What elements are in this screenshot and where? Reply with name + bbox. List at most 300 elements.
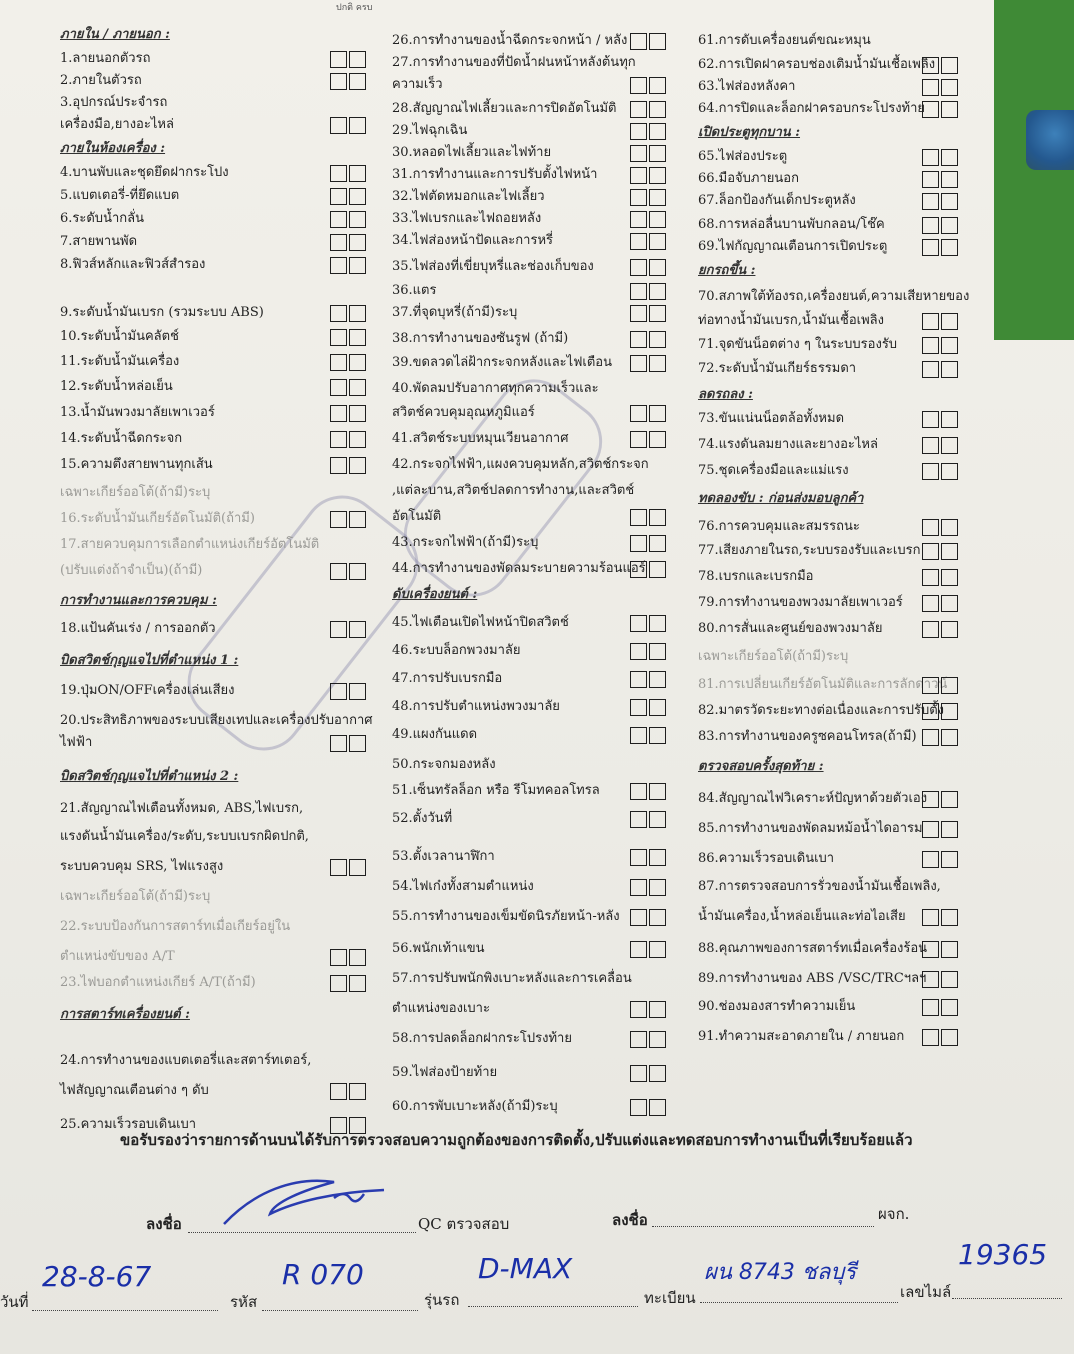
checkbox-pair (922, 1029, 958, 1046)
fix-checkbox[interactable] (649, 101, 666, 118)
fix-checkbox[interactable] (649, 211, 666, 228)
checklist-item-label: 86.ความเร็วรอบเดินเบา (698, 851, 835, 866)
checklist-item-label: 82.มาตรวัดระยะทางต่อเนื่องและการปรับตั้ง (698, 703, 944, 718)
fix-checkbox[interactable] (349, 683, 366, 700)
ok-checkbox[interactable] (630, 1099, 647, 1116)
ok-checkbox[interactable] (330, 431, 347, 448)
ok-checkbox[interactable] (922, 57, 939, 74)
ok-checkbox[interactable] (922, 337, 939, 354)
checklist-item-label: ท่อทางน้ำมันเบรก,น้ำมันเชื้อเพลิง (698, 313, 884, 328)
ok-checkbox[interactable] (330, 51, 347, 68)
ok-checkbox[interactable] (922, 101, 939, 118)
checklist-item-label: 8.ฟิวส์หลักและฟิวส์สำรอง (60, 257, 206, 272)
ok-checkbox[interactable] (922, 463, 939, 480)
fix-checkbox[interactable] (649, 941, 666, 958)
checklist-item-label: 51.เซ็นทรัลล็อก หรือ รีโมทคอลโทรล (392, 783, 600, 798)
fix-checkbox[interactable] (941, 101, 958, 118)
fix-checkbox[interactable] (349, 563, 366, 580)
ok-checkbox[interactable] (630, 77, 647, 94)
fix-checkbox[interactable] (941, 79, 958, 96)
fix-checkbox[interactable] (941, 569, 958, 586)
checklist-item-label: 36.แตร (392, 283, 437, 298)
fix-checkbox[interactable] (649, 535, 666, 552)
fix-checkbox[interactable] (649, 167, 666, 184)
checkbox-pair (630, 879, 666, 896)
fix-checkbox[interactable] (349, 73, 366, 90)
checklist-item-label: 47.การปรับเบรกมือ (392, 671, 503, 686)
fix-checkbox[interactable] (649, 1099, 666, 1116)
checklist-item-label: 85.การทำงานของพัดลมหม้อน้ำไดอารม (698, 821, 923, 836)
fix-checkbox[interactable] (941, 677, 958, 694)
checkbox-pair (922, 79, 958, 96)
fix-checkbox[interactable] (649, 283, 666, 300)
fix-checkbox[interactable] (941, 519, 958, 536)
ok-checkbox[interactable] (330, 354, 347, 371)
fix-checkbox[interactable] (941, 821, 958, 838)
checklist-item-label: 32.ไฟตัดหมอกและไฟเลี้ยว (392, 189, 545, 204)
checklist-item-label: 67.ล็อกป้องกันเด็กประตูหลัง (698, 193, 856, 208)
fix-checkbox[interactable] (649, 909, 666, 926)
checklist-item-label: ,แต่ละบาน,สวิตช์ปลดการทำงาน,และสวิตช์ (392, 483, 635, 498)
date-line (32, 1310, 218, 1311)
ok-checkbox[interactable] (630, 305, 647, 322)
ok-checkbox[interactable] (330, 949, 347, 966)
fix-checkbox[interactable] (349, 431, 366, 448)
checklist-item-label: ภายใน / ภายนอก : (60, 27, 170, 42)
checkbox-pair (922, 313, 958, 330)
checklist-item-label: 59.ไฟส่องป้ายท้าย (392, 1065, 498, 1080)
checkbox-pair (330, 975, 366, 992)
fix-checkbox[interactable] (941, 171, 958, 188)
fix-checkbox[interactable] (941, 621, 958, 638)
checklist-item-label: 63.ไฟส่องหลังคา (698, 79, 796, 94)
checklist-item-label: 5.แบตเตอรี่-ที่ยึดแบต (60, 188, 180, 203)
fix-checkbox[interactable] (649, 849, 666, 866)
fix-checkbox[interactable] (349, 234, 366, 251)
checklist-item-label: 11.ระดับน้ำมันเครื่อง (60, 354, 180, 369)
model-label: รุ่นรถ (424, 1291, 460, 1309)
checklist-item-label: 44.การทำงานของพัดลมระบายความร้อนแอร์ (392, 561, 646, 576)
ok-checkbox[interactable] (922, 595, 939, 612)
checklist-item-label: 12.ระดับน้ำหล่อเย็น (60, 379, 173, 394)
checkbox-pair (922, 595, 958, 612)
checkbox-pair (922, 543, 958, 560)
fix-checkbox[interactable] (349, 949, 366, 966)
checklist-item-label: 20.ประสิทธิภาพของระบบเสียงเทปและเครื่องปรับอากาศ (60, 713, 373, 728)
ok-checkbox[interactable] (630, 1065, 647, 1082)
checklist-item-label: 79.การทำงานของพวงมาลัยเพาเวอร์ (698, 595, 903, 610)
certification-statement: ขอรับรองว่ารายการด้านบนได้รับการตรวจสอบความถูกต้องของการติดตั้ง,ปรับแต่งและทดสอบการทำงานเป็นที่เรียบร้อยแล้ว (120, 1131, 913, 1149)
checklist-item-label: 58.การปลดล็อกฝากระโปรงท้าย (392, 1031, 572, 1046)
fix-checkbox[interactable] (649, 615, 666, 632)
fix-checkbox[interactable] (649, 671, 666, 688)
ok-checkbox[interactable] (922, 437, 939, 454)
checklist-item-label: 42.กระจกไฟฟ้า,แผงควบคุมหลัก,สวิตช์กระจก (392, 457, 649, 472)
fix-checkbox[interactable] (941, 411, 958, 428)
checklist-item-label: 87.การตรวจสอบการรั่วของน้ำมันเชื้อเพลิง, (698, 879, 941, 894)
checklist-item-label: 30.หลอดไฟเลี้ยวและไฟท้าย (392, 145, 552, 160)
ok-checkbox[interactable] (330, 405, 347, 422)
checkbox-pair (922, 171, 958, 188)
fix-checkbox[interactable] (349, 975, 366, 992)
checklist-item-label: 24.การทำงานของแบตเตอรี่และสตาร์ทเตอร์, (60, 1053, 312, 1068)
checkbox-pair (330, 621, 366, 638)
fix-checkbox[interactable] (941, 703, 958, 720)
ok-checkbox[interactable] (922, 171, 939, 188)
checklist-item-label: 50.กระจกมองหลัง (392, 757, 496, 772)
ok-checkbox[interactable] (630, 123, 647, 140)
checklist-item-label: 26.การทำงานของน้ำฉีดกระจกหน้า / หลัง (392, 33, 628, 48)
checkbox-pair (630, 211, 666, 228)
checkbox-pair (630, 535, 666, 552)
ok-checkbox[interactable] (630, 1031, 647, 1048)
pen-cap (1026, 110, 1074, 170)
fix-checkbox[interactable] (649, 561, 666, 578)
ok-checkbox[interactable] (630, 561, 647, 578)
ok-checkbox[interactable] (330, 234, 347, 251)
checklist-item-label: 77.เสียงภายในรถ,ระบบรองรับและเบรก (698, 543, 921, 558)
checkbox-pair (922, 239, 958, 256)
ok-checkbox[interactable] (922, 821, 939, 838)
ok-checkbox[interactable] (630, 145, 647, 162)
ok-checkbox[interactable] (630, 783, 647, 800)
ok-checkbox[interactable] (330, 117, 347, 134)
checkbox-pair (630, 811, 666, 828)
fix-checkbox[interactable] (649, 879, 666, 896)
checkbox-pair (922, 851, 958, 868)
checkbox-pair (630, 699, 666, 716)
checkbox-pair (922, 821, 958, 838)
checklist-item-label: 78.เบรกและเบรกมือ (698, 569, 814, 584)
fix-checkbox[interactable] (349, 305, 366, 322)
checklist-item-label: เฉพาะเกียร์ออโต้(ถ้ามี)ระบุ (60, 889, 211, 904)
ok-checkbox[interactable] (630, 941, 647, 958)
fix-checkbox[interactable] (649, 331, 666, 348)
ok-checkbox[interactable] (630, 879, 647, 896)
fix-checkbox[interactable] (941, 1029, 958, 1046)
ok-checkbox[interactable] (922, 361, 939, 378)
ok-checkbox[interactable] (922, 941, 939, 958)
fix-checkbox[interactable] (349, 457, 366, 474)
fix-checkbox[interactable] (649, 123, 666, 140)
ok-checkbox[interactable] (630, 355, 647, 372)
fix-checkbox[interactable] (649, 77, 666, 94)
ok-checkbox[interactable] (630, 101, 647, 118)
fix-checkbox[interactable] (349, 735, 366, 752)
fix-checkbox[interactable] (941, 437, 958, 454)
checklist-item-label: 33.ไฟเบรกและไฟถอยหลัง (392, 211, 542, 226)
fix-checkbox[interactable] (349, 257, 366, 274)
ok-checkbox[interactable] (922, 703, 939, 720)
signature-label-manager: ลงชื่อ (612, 1211, 648, 1229)
checklist-item-label: 49.แผงกันแดด (392, 727, 478, 742)
checkbox-pair (330, 329, 366, 346)
checklist-item-label: 43.กระจกไฟฟ้า(ถ้ามี)ระบุ (392, 535, 539, 550)
ok-checkbox[interactable] (922, 193, 939, 210)
fix-checkbox[interactable] (941, 239, 958, 256)
ok-checkbox[interactable] (330, 329, 347, 346)
checklist-item-label: 76.การควบคุมและสมรรถนะ (698, 519, 860, 534)
checklist-item-label: 70.สภาพใต้ท้องรถ,เครื่องยนต์,ความเสียหายของ (698, 289, 970, 304)
fix-checkbox[interactable] (941, 999, 958, 1016)
fix-checkbox[interactable] (941, 909, 958, 926)
checkbox-pair (630, 259, 666, 276)
checklist-item-label: 37.ที่จุดบุหรี่(ถ้ามี)ระบุ (392, 305, 518, 320)
checkbox-pair (630, 145, 666, 162)
checklist-item-label: 6.ระดับน้ำกลั่น (60, 211, 144, 226)
ok-checkbox[interactable] (922, 239, 939, 256)
checkbox-pair (630, 167, 666, 184)
fix-checkbox[interactable] (941, 595, 958, 612)
checklist-item-label: ยกรถขึ้น : (698, 263, 756, 278)
checkbox-pair (330, 305, 366, 322)
checklist-item-label: 61.การดับเครื่องยนต์ขณะหมุน (698, 33, 871, 48)
checkbox-pair (330, 683, 366, 700)
fix-checkbox[interactable] (649, 189, 666, 206)
ok-checkbox[interactable] (630, 283, 647, 300)
fix-checkbox[interactable] (349, 329, 366, 346)
ok-checkbox[interactable] (922, 149, 939, 166)
qc-signature (214, 1172, 404, 1232)
fix-checkbox[interactable] (649, 1031, 666, 1048)
checklist-item-label: 62.การเปิดฝาครอบช่องเติมน้ำมันเชื้อเพลิง (698, 57, 936, 72)
fix-checkbox[interactable] (941, 337, 958, 354)
ok-checkbox[interactable] (630, 189, 647, 206)
fix-checkbox[interactable] (349, 621, 366, 638)
checkbox-pair (630, 33, 666, 50)
checkbox-pair (330, 257, 366, 274)
fix-checkbox[interactable] (941, 463, 958, 480)
fix-checkbox[interactable] (649, 233, 666, 250)
signature-line-manager (652, 1226, 874, 1227)
ok-checkbox[interactable] (330, 305, 347, 322)
ok-checkbox[interactable] (630, 615, 647, 632)
ok-checkbox[interactable] (630, 535, 647, 552)
fix-checkbox[interactable] (349, 379, 366, 396)
fix-checkbox[interactable] (941, 149, 958, 166)
checkbox-pair (922, 463, 958, 480)
fix-checkbox[interactable] (349, 211, 366, 228)
ok-checkbox[interactable] (630, 727, 647, 744)
checklist-item-label: ระบบควบคุม SRS, ไฟแรงสูง (60, 859, 224, 874)
fix-checkbox[interactable] (649, 699, 666, 716)
ok-checkbox[interactable] (922, 519, 939, 536)
fix-checkbox[interactable] (941, 361, 958, 378)
checklist-item-label: บิดสวิตช์กุญแจไปที่ตำแหน่ง 1 : (60, 653, 239, 668)
ok-checkbox[interactable] (630, 431, 647, 448)
fix-checkbox[interactable] (941, 217, 958, 234)
fix-checkbox[interactable] (649, 145, 666, 162)
ok-checkbox[interactable] (330, 683, 347, 700)
ok-checkbox[interactable] (330, 859, 347, 876)
fix-checkbox[interactable] (941, 791, 958, 808)
fix-checkbox[interactable] (649, 783, 666, 800)
checkbox-pair (630, 331, 666, 348)
ok-checkbox[interactable] (630, 643, 647, 660)
ok-checkbox[interactable] (922, 729, 939, 746)
ok-checkbox[interactable] (630, 699, 647, 716)
ok-checkbox[interactable] (330, 457, 347, 474)
fix-checkbox[interactable] (349, 165, 366, 182)
ok-checkbox[interactable] (922, 999, 939, 1016)
checklist-item-label: 68.การหล่อลื่นบานพับกลอน/โช๊ค (698, 217, 885, 232)
fix-checkbox[interactable] (349, 859, 366, 876)
ok-checkbox[interactable] (922, 543, 939, 560)
fix-checkbox[interactable] (941, 729, 958, 746)
fix-checkbox[interactable] (941, 313, 958, 330)
ok-checkbox[interactable] (330, 379, 347, 396)
ok-checkbox[interactable] (330, 257, 347, 274)
ok-checkbox[interactable] (330, 73, 347, 90)
checkbox-pair (630, 1099, 666, 1116)
fix-checkbox[interactable] (349, 1083, 366, 1100)
checklist-item-label: ทดลองขับ : ก่อนส่งมอบลูกค้า (698, 491, 864, 506)
registration-label: ทะเบียน (644, 1289, 696, 1307)
checkbox-pair (922, 569, 958, 586)
checklist-item-label: 3.อุปกรณ์ประจำรถ (60, 95, 168, 110)
fix-checkbox[interactable] (649, 405, 666, 422)
checklist-item-label: ไฟฟ้า (60, 735, 93, 750)
ok-checkbox[interactable] (922, 411, 939, 428)
ok-checkbox[interactable] (922, 677, 939, 694)
checklist-item-label: 53.ตั้งเวลานาฬิกา (392, 849, 495, 864)
checklist-item-label: เปิดประตูทุกบาน : (698, 125, 801, 140)
ok-checkbox[interactable] (922, 791, 939, 808)
ok-checkbox[interactable] (630, 33, 647, 50)
checkbox-pair (922, 149, 958, 166)
ok-checkbox[interactable] (922, 971, 939, 988)
checkbox-pair (922, 971, 958, 988)
fix-checkbox[interactable] (349, 511, 366, 528)
checkbox-pair (630, 727, 666, 744)
checkbox-pair (330, 511, 366, 528)
ok-checkbox[interactable] (630, 259, 647, 276)
ok-checkbox[interactable] (630, 849, 647, 866)
checkbox-pair (630, 643, 666, 660)
checklist-item-label: 34.ไฟส่องหน้าปัดและการหรี่ (392, 233, 553, 248)
fix-checkbox[interactable] (941, 941, 958, 958)
checklist-item-label: 41.สวิตช์ระบบหมุนเวียนอากาศ (392, 431, 569, 446)
fix-checkbox[interactable] (649, 1001, 666, 1018)
ok-checkbox[interactable] (922, 1029, 939, 1046)
checklist-item-label: 35.ไฟส่องที่เขี่ยบุหรี่และช่องเก็บของ (392, 259, 594, 274)
checkbox-pair (330, 73, 366, 90)
ok-checkbox[interactable] (630, 331, 647, 348)
checklist-item-label: ตรวจสอบครั้งสุดท้าย : (698, 759, 824, 774)
checklist-item-label: 13.น้ำมันพวงมาลัยเพาเวอร์ (60, 405, 215, 420)
fix-checkbox[interactable] (941, 851, 958, 868)
checkbox-pair (922, 337, 958, 354)
checklist-item-label: 75.ชุดเครื่องมือและแม่แรง (698, 463, 849, 478)
checklist-item-label: 64.การปิดและล็อกฝาครอบกระโปรงท้าย (698, 101, 926, 116)
fix-checkbox[interactable] (649, 259, 666, 276)
ok-checkbox[interactable] (922, 569, 939, 586)
fix-checkbox[interactable] (649, 33, 666, 50)
ok-checkbox[interactable] (330, 188, 347, 205)
checklist-item-label: 28.สัญญาณไฟเลี้ยวและการปิดอัตโนมัติ (392, 101, 617, 116)
fix-checkbox[interactable] (349, 188, 366, 205)
fix-checkbox[interactable] (649, 643, 666, 660)
fix-checkbox[interactable] (649, 1065, 666, 1082)
checklist-item-label: 14.ระดับน้ำฉีดกระจก (60, 431, 183, 446)
checklist-item-label: 57.การปรับพนักพิงเบาะหลังและการเคลื่อน (392, 971, 632, 986)
ok-checkbox[interactable] (330, 621, 347, 638)
checkbox-pair (630, 783, 666, 800)
fix-checkbox[interactable] (941, 193, 958, 210)
fix-checkbox[interactable] (349, 51, 366, 68)
ok-checkbox[interactable] (922, 909, 939, 926)
fix-checkbox[interactable] (649, 727, 666, 744)
fix-checkbox[interactable] (649, 811, 666, 828)
ok-checkbox[interactable] (330, 975, 347, 992)
checklist-item-label: ลดรถลง : (698, 387, 753, 402)
date-label: วันที่ (0, 1293, 29, 1311)
ok-checkbox[interactable] (630, 509, 647, 526)
checklist-item-label: เฉพาะเกียร์ออโต้(ถ้ามี)ระบุ (60, 485, 211, 500)
fix-checkbox[interactable] (941, 971, 958, 988)
checklist-item-label: 17.สายควบคุมการเลือกตำแหน่งเกียร์อัตโนมัติ (60, 537, 320, 552)
date-value: 28-8-67 (42, 1260, 152, 1293)
ok-checkbox[interactable] (922, 217, 939, 234)
checklist-item-label: 73.ขันแน่นน็อตล้อทั้งหมด (698, 411, 845, 426)
checklist-item-label: ไฟสัญญาณเตือนต่าง ๆ ดับ (60, 1083, 209, 1098)
checkbox-pair (330, 735, 366, 752)
ok-checkbox[interactable] (330, 563, 347, 580)
mileage-label: เลขไมล์ (900, 1283, 952, 1301)
checkbox-pair (922, 703, 958, 720)
ok-checkbox[interactable] (330, 211, 347, 228)
ok-checkbox[interactable] (922, 313, 939, 330)
ok-checkbox[interactable] (630, 233, 647, 250)
fix-checkbox[interactable] (349, 405, 366, 422)
ok-checkbox[interactable] (330, 1083, 347, 1100)
ok-checkbox[interactable] (630, 811, 647, 828)
fix-checkbox[interactable] (941, 57, 958, 74)
ok-checkbox[interactable] (630, 211, 647, 228)
checklist-item-label: 23.ไฟบอกตำแหน่งเกียร์ A/T(ถ้ามี) (60, 975, 256, 990)
checkbox-pair (922, 729, 958, 746)
fix-checkbox[interactable] (649, 431, 666, 448)
checklist-item-label: 45.ไฟเตือนเปิดไฟหน้าปิดสวิตช์ (392, 615, 569, 630)
ok-checkbox[interactable] (330, 165, 347, 182)
ok-checkbox[interactable] (630, 167, 647, 184)
checklist-item-label: 56.พนักเท้าแขน (392, 941, 485, 956)
fix-checkbox[interactable] (649, 305, 666, 322)
fix-checkbox[interactable] (349, 117, 366, 134)
ok-checkbox[interactable] (330, 735, 347, 752)
checkbox-pair (922, 519, 958, 536)
ok-checkbox[interactable] (922, 79, 939, 96)
ok-checkbox[interactable] (630, 405, 647, 422)
ok-checkbox[interactable] (630, 909, 647, 926)
ok-checkbox[interactable] (330, 511, 347, 528)
checklist-item-label: 18.แป้นคันเร่ง / การออกตัว (60, 621, 216, 636)
fix-checkbox[interactable] (941, 543, 958, 560)
signature-label-qc: ลงชื่อ (146, 1215, 182, 1233)
checklist-item-label: 29.ไฟฉุกเฉิน (392, 123, 468, 138)
checkbox-pair (922, 437, 958, 454)
ok-checkbox[interactable] (630, 671, 647, 688)
fix-checkbox[interactable] (649, 509, 666, 526)
ok-checkbox[interactable] (630, 1001, 647, 1018)
fix-checkbox[interactable] (349, 354, 366, 371)
ok-checkbox[interactable] (922, 621, 939, 638)
checkbox-pair (330, 431, 366, 448)
ok-checkbox[interactable] (922, 851, 939, 868)
checkbox-pair (330, 949, 366, 966)
mileage-line (952, 1298, 1062, 1299)
fix-checkbox[interactable] (649, 355, 666, 372)
